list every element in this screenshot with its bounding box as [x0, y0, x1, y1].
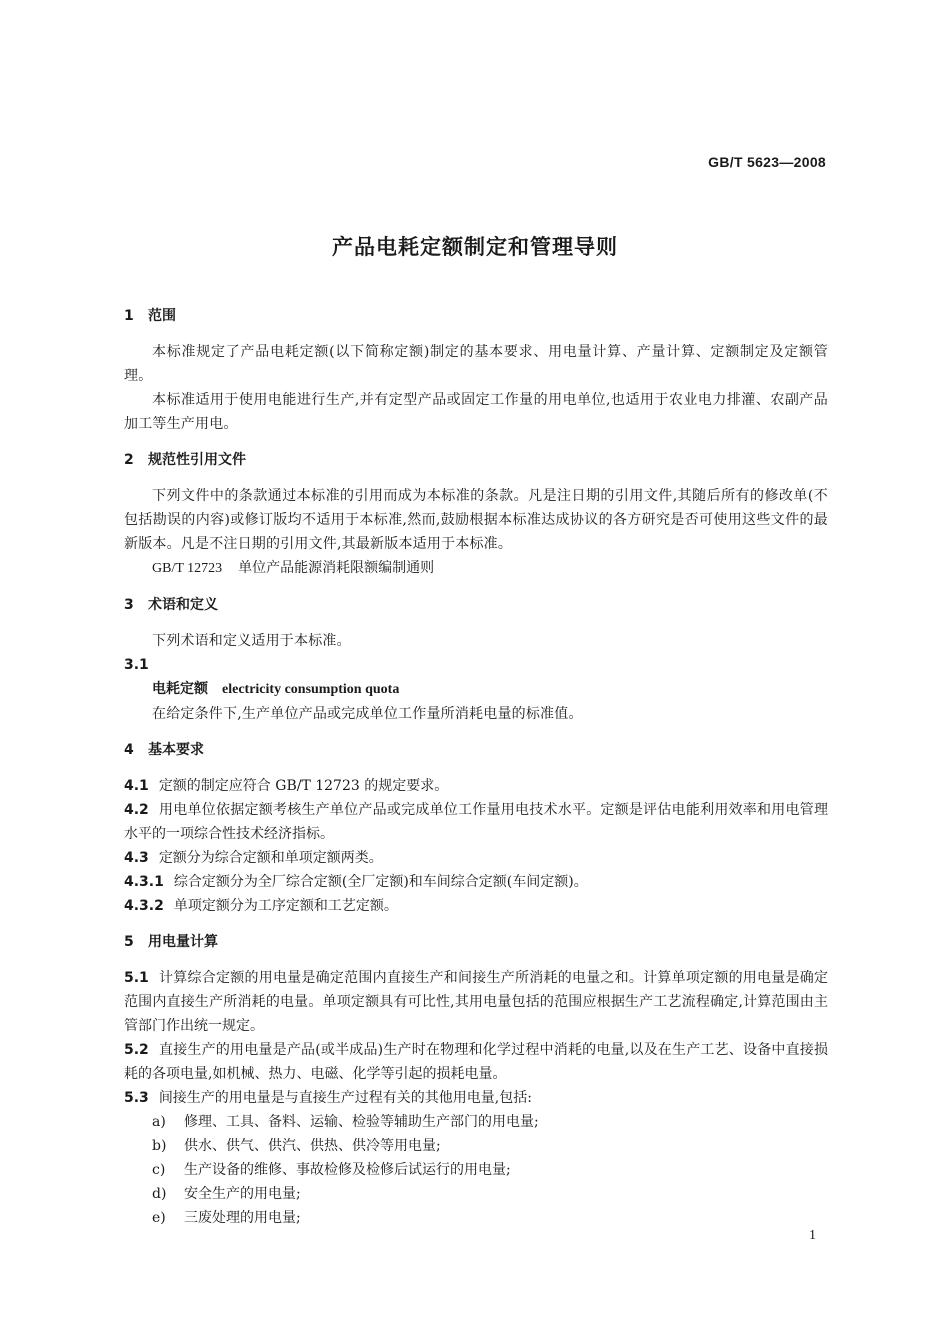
section-heading-1: 1 范围: [124, 308, 176, 324]
clause-4-2: 4.2 用电单位依据定额考核生产单位产品或完成单位工作量用电技术水平。定额是评估电能利用效率和用电管理水平的一项综合性技术经济指标。: [124, 802, 828, 842]
term-entry: 电耗定额 electricity consumption quota: [152, 681, 400, 697]
paragraph: 本标准适用于使用电能进行生产,并有定型产品或固定工作量的用电单位,也适用于农业电力排灌、农副产品加工等生产用电。: [124, 392, 828, 432]
paragraph: 下列术语和定义适用于本标准。: [152, 633, 351, 649]
document-body: [124, 304, 828, 1230]
clause-4-3-2: 4.3.2 单项定额分为工序定额和工艺定额。: [124, 898, 398, 914]
section-heading-3: 3 术语和定义: [124, 597, 218, 613]
section-heading-5: 5 用电量计算: [124, 934, 218, 950]
list-item: d) 安全生产的用电量;: [152, 1186, 301, 1202]
normative-reference: GB/T 12723 单位产品能源消耗限额编制通则: [152, 560, 435, 576]
clause-5-1: 5.1 计算综合定额的用电量是确定范围内直接生产和间接生产所消耗的电量之和。计算单项定额的用电量是确定范围内直接生产所消耗的电量。单项定额具有可比性,其用电量包括的范围应根据生产工艺流程确定,计算范围由主管部门作出统一规定。: [124, 970, 828, 1034]
list-item: b) 供水、供气、供汽、供热、供冷等用电量;: [152, 1138, 441, 1154]
section-heading-2: 2 规范性引用文件: [124, 452, 246, 468]
paragraph: 本标准规定了产品电耗定额(以下简称定额)制定的基本要求、用电量计算、产量计算、定额制定及定额管理。: [124, 344, 828, 384]
clause-4-3-1: 4.3.1 综合定额分为全厂综合定额(全厂定额)和车间综合定额(车间定额)。: [124, 874, 588, 890]
clause-5-3: 5.3 间接生产的用电量是与直接生产过程有关的其他用电量,包括:: [124, 1090, 532, 1106]
clause-5-2: 5.2 直接生产的用电量是产品(或半成品)生产时在物理和化学过程中消耗的电量,以及在生产工艺、设备中直接损耗的各项电量,如机械、热力、电磁、化学等引起的损耗电量。: [124, 1042, 828, 1082]
section-heading-4: 4 基本要求: [124, 742, 204, 758]
page-number: 1: [809, 1228, 816, 1243]
list-item: a) 修理、工具、备料、运输、检验等辅助生产部门的用电量;: [152, 1114, 539, 1130]
document-title: 产品电耗定额制定和管理导则: [332, 235, 618, 259]
clause-4-1: 4.1 定额的制定应符合 GB/T 12723 的规定要求。: [124, 778, 449, 794]
standard-code: GB/T 5623—2008: [708, 154, 826, 170]
list-item: c) 生产设备的维修、事故检修及检修后试运行的用电量;: [152, 1162, 511, 1178]
clause-number: 3.1: [124, 657, 149, 673]
list-item: e) 三废处理的用电量;: [152, 1210, 301, 1226]
paragraph: 下列文件中的条款通过本标准的引用而成为本标准的条款。凡是注日期的引用文件,其随后所有的修改单(不包括勘误的内容)或修订版均不适用于本标准,然而,鼓励根据本标准达成协议的各方研究是否可使用这些文件的最新版本。凡是不注日期的引用文件,其最新版本适用于本标准。: [124, 488, 828, 552]
term-definition: 在给定条件下,生产单位产品或完成单位工作量所消耗电量的标准值。: [152, 706, 583, 722]
clause-4-3: 4.3 定额分为综合定额和单项定额两类。: [124, 850, 383, 866]
